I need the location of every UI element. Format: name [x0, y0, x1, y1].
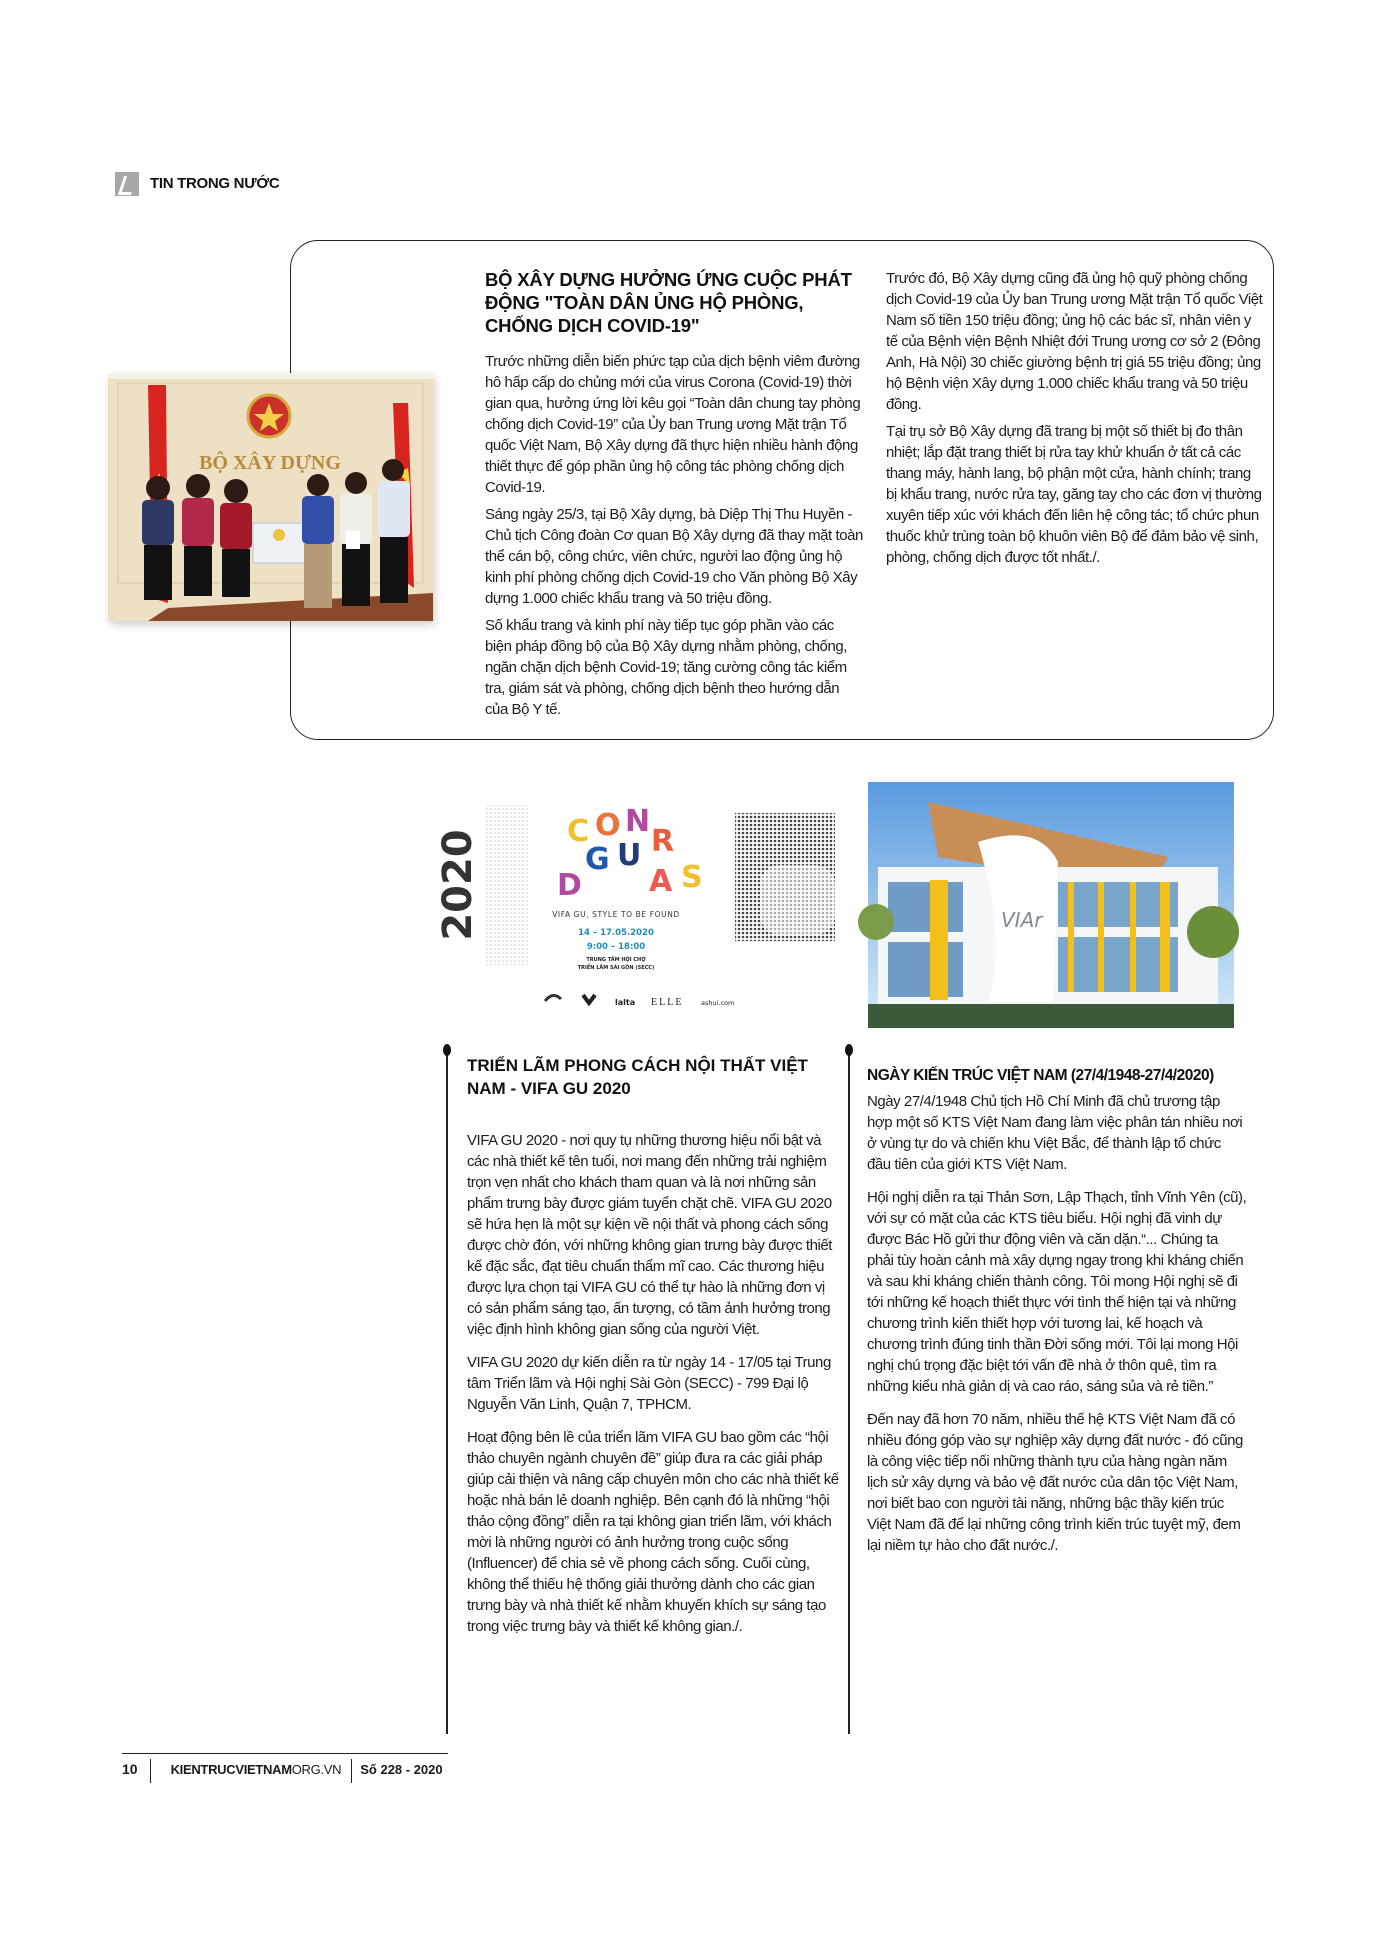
- column-rule-left: [446, 1052, 448, 1734]
- article1-paragraph: Trước những diễn biến phức tạp của dịch bệnh viêm đường hô hấp cấp do chủng mới của virus Corona (Covid-19) thời gian qua, hưởng ứng lời kêu gọi “Toàn dân chung tay phòng chống dịch Covid-19” của Ủy ban Trung ương Mặt trận Tổ quốc Việt Nam, Bộ Xây dựng đã thực hiện nhiều hành động thiết thực để góp phần ủng hộ công tác phòng chống dịch Covid-19.: [485, 353, 861, 496]
- article1-paragraph: Số khẩu trang và kinh phí này tiếp tục góp phần vào các biện pháp đồng bộ của Bộ Xây dựng nhằm phòng, chống, ngăn chặn dịch bệnh Covid-19; tăng cường công tác kiểm tra, giám sát và phòng, chống dịch bệnh theo hướng dẫn của Bộ Y tế.: [485, 617, 847, 718]
- article1-body: [485, 268, 1265, 723]
- architecture-building-photo: [868, 782, 1234, 1028]
- article3-paragraph: Ngày 27/4/1948 Chủ tịch Hồ Chí Minh đã chủ trương tập hợp một số KTS Việt Nam đang làm việc phân tán nhiều nơi ở vùng tự do và chiến khu Việt Bắc, để thành lập tổ chức đầu tiên của giới KTS Việt Nam.: [867, 1093, 1243, 1173]
- footer-site-bold: KIENTRUCVIETNAM: [170, 1761, 292, 1777]
- poster-dates: 14 – 17.05.2020: [578, 928, 654, 938]
- article2-paragraph: VIFA GU 2020 - nơi quy tụ những thương hiệu nổi bật và các nhà thiết kế tên tuổi, nơi mang đến những trải nghiệm trọn vẹn nhất cho khách tham quan và là nơi những sản phẩm trưng bày được giám tuyển chặt chẽ. VIFA GU 2020 sẽ hứa hẹn là một sự kiện về nội thất và phong cách sống được chờ đón, với những không gian trưng bày được thiết kế đặc sắc, đạt tiêu chuẩn thẩm mĩ cao. Các thương hiệu được lựa chọn tại VIFA GU có thể tự hào là những đơn vị có sản phẩm sáng tạo, ấn tượng, có tầm ảnh hưởng trong việc định hình không gian sống của người Việt.: [467, 1132, 832, 1338]
- article1-paragraph: Trước đó, Bộ Xây dựng cũng đã ủng hộ quỹ phòng chống dịch Covid-19 của Ủy ban Trung ương Mặt trận Tổ quốc Việt Nam số tiền 150 triệu đồng; ủng hộ các bác sĩ, nhân viên y tế của Bệnh viện Bệnh Nhiệt đới Trung ương cơ sở 2 (Đông Anh, Hà Nội) 30 chiếc giường bệnh trị giá 55 triệu đồng; ủng hộ Bệnh viện Xây dựng 1.000 chiếc khẩu trang và 50 triệu đồng.: [886, 270, 1263, 413]
- article1-title: BỘ XÂY DỰNG HƯỞNG ỨNG CUỘC PHÁT ĐỘNG "TOÀN DÂN ỦNG HỘ PHÒNG, CHỐNG DỊCH COVID-19": [485, 269, 852, 336]
- article-photo-donation: [108, 373, 433, 621]
- article3-paragraph: Đến nay đã hơn 70 năm, nhiều thế hệ KTS Việt Nam đã có nhiều đóng góp vào sự nghiệp xây dựng đất nước - đó cũng là công việc tiếp nối những thành tựu của hàng ngàn năm lịch sử xây dựng và bảo vệ đất nước của dân tộc Việt Nam, nơi biết bao con người tài năng, những bậc thầy kiến trúc Việt Nam đã để lại những công trình kiến trúc tuyệt mỹ, đem lại niềm tự hào cho đất nước./.: [867, 1411, 1243, 1554]
- poster-year: 2020: [435, 829, 481, 941]
- column-rule-dot: [443, 1044, 451, 1056]
- article2-column: [467, 1054, 839, 1649]
- footer-website[interactable]: [151, 1762, 352, 1777]
- vifa-poster-illustration: [435, 795, 847, 1015]
- logo-letter: C: [567, 814, 590, 849]
- logo-letter: D: [557, 868, 582, 903]
- sponsor-logo: ashui.com: [701, 999, 735, 1007]
- logo-letter: O: [595, 808, 621, 843]
- poster-venue-1: TRUNG TÂM HỘI CHỢ: [586, 957, 646, 963]
- sponsor-logo: ELLE: [651, 997, 684, 1008]
- section-title: TIN TRONG NƯỚC: [150, 175, 280, 192]
- building-illustration: [868, 782, 1234, 1028]
- poster-venue-2: TRIỂN LÃM SÀI GÒN (SECC): [577, 965, 655, 971]
- donation-photo-illustration: [108, 373, 433, 621]
- poster-hours: 9:00 – 18:00: [586, 942, 646, 952]
- logo-letter: G: [585, 842, 610, 877]
- building-sign: VIAr: [1001, 908, 1043, 932]
- logo-letter: A: [649, 864, 673, 899]
- page-footer: [122, 1754, 443, 1784]
- article1-paragraph: Tại trụ sở Bộ Xây dựng đã trang bị một số thiết bị đo thân nhiệt; lắp đặt trang thiết bị rửa tay khử khuẩn ở tất cả các thang máy, hành lang, bộ phận một cửa, hành chính; trang bị khẩu trang, nước rửa tay, găng tay cho các đơn vị thường xuyên tiếp xúc với khách đến liên hệ công tác; tổ chức phun thuốc khử trùng toàn bộ khuôn viên Bộ để đảm bảo vệ sinh, phòng, chống dịch được tốt nhất./.: [886, 423, 1262, 566]
- article3-column: [867, 1065, 1247, 1568]
- column-rule-dot: [845, 1044, 853, 1056]
- vifa-gu-poster: [435, 795, 847, 1015]
- article2-paragraph: VIFA GU 2020 dự kiến diễn ra từ ngày 14 - 17/05 tại Trung tâm Triển lãm và Hội nghị Sài Gòn (SECC) - 799 Đại lộ Nguyễn Văn Linh, Quận 7, TPHCM.: [467, 1354, 831, 1413]
- article2-paragraph: Hoạt động bên lề của triển lãm VIFA GU bao gồm các “hội thảo chuyên ngành chuyên đề” giúp đưa ra các giải pháp giúp cải thiện và nâng cấp chuyên môn cho các nhà thiết kế hoặc nhà bán lẻ doanh nghiệp. Bên cạnh đó là những “hội thảo cộng đồng” diễn ra tại không gian triển lãm, với khách mời là những người có ảnh hưởng trong cuộc sống (Influencer) để chia sẻ về phong cách sống. Cuối cùng, không thể thiếu hệ thống giải thưởng dành cho các gian trưng bày và nhà thiết kế nhằm khuyến khích sự sáng tạo trong việc trưng bày và thiết kế không gian./.: [467, 1429, 839, 1635]
- sign-text: BỘ XÂY DỰNG: [199, 452, 341, 474]
- article1-paragraph: Sáng ngày 25/3, tại Bộ Xây dựng, bà Diệp Thị Thu Huyền - Chủ tịch Công đoàn Cơ quan Bộ Xây dựng đã thay mặt toàn thể cán bộ, công chức, viên chức, người lao động ủng hộ kinh phí phòng chống dịch Covid-19 cho Văn phòng Bộ Xây dựng 1.000 chiếc khẩu trang và 50 triệu đồng.: [485, 506, 863, 607]
- article3-title: NGÀY KIẾN TRÚC VIỆT NAM (27/4/1948-27/4/2020): [867, 1067, 1214, 1084]
- section-logo-icon: [115, 172, 139, 196]
- logo-letter: R: [651, 824, 675, 859]
- article3-paragraph: Hội nghị diễn ra tại Thản Sơn, Lập Thạch, tỉnh Vĩnh Yên (cũ), với sự có mặt của các KTS tiêu biểu. Hội nghị đã vinh dự được Bác Hồ gửi thư động viên và căn dặn.“... Chúng ta phải tùy hoàn cảnh mà xây dựng ngay trong khi kháng chiến và sau khi kháng chiến thành công. Tôi mong Hội nghị sẽ đi tới những kế hoạch thiết thực với tình thế hiện tại và những chương trình kiến thiết hợp với tương lai, kế hoạch và chương trình đúng tinh thần Đời sống mới. Tôi lại mong Hội nghị chú trọng đặc biệt tới vấn đề nhà ở thôn quê, tìm ra những kiểu nhà giản dị và cao ráo, sáng sủa và rẻ tiền.”: [867, 1189, 1247, 1395]
- article2-title: TRIỂN LÃM PHONG CÁCH NỘI THẤT VIỆT NAM - VIFA GU 2020: [467, 1056, 808, 1098]
- logo-letter: U: [617, 838, 642, 873]
- sponsor-logo: lalta: [615, 998, 636, 1007]
- logo-letter: S: [681, 860, 703, 895]
- issue-number: Số 228 - 2020: [360, 1761, 443, 1777]
- logo-letter: N: [625, 804, 651, 839]
- page-number: 10: [122, 1761, 138, 1777]
- footer-site-light: ORG.VN: [291, 1761, 342, 1777]
- column-rule-middle: [848, 1052, 850, 1734]
- poster-tagline: VIFA GU, STYLE TO BE FOUND: [552, 910, 680, 919]
